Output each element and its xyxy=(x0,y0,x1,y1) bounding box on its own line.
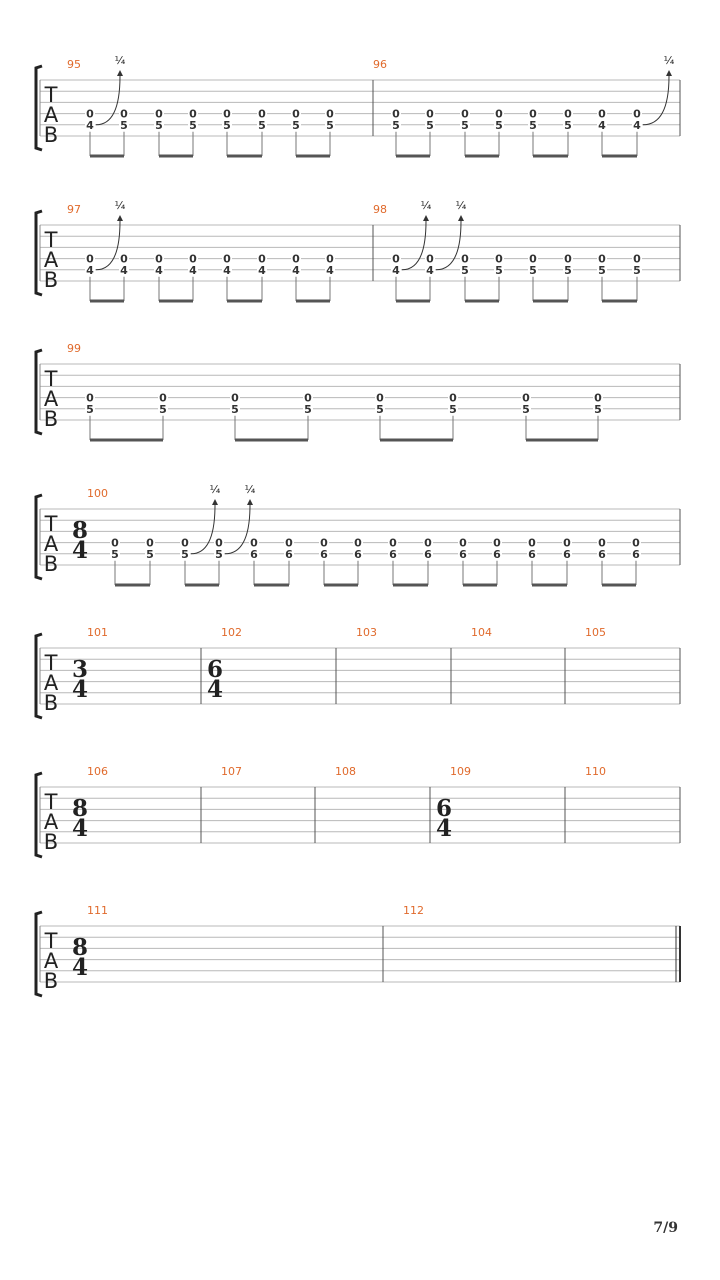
tab-clef-letter: A xyxy=(43,103,59,127)
fret-number: 0 xyxy=(155,252,163,266)
bend-arrowhead xyxy=(212,499,218,505)
fret-number: 5 xyxy=(231,402,239,416)
measure-number: 106 xyxy=(87,765,108,778)
bend-arrowhead xyxy=(423,215,429,221)
fret-number: 0 xyxy=(231,391,239,405)
system-bracket xyxy=(36,912,42,996)
fret-number: 0 xyxy=(426,107,434,121)
bend-arrowhead xyxy=(117,70,123,76)
fret-number: 0 xyxy=(223,252,231,266)
fret-number: 6 xyxy=(493,547,501,561)
fret-number: 5 xyxy=(86,402,94,416)
fret-number: 0 xyxy=(529,107,537,121)
fret-number: 0 xyxy=(189,107,197,121)
system-bracket xyxy=(36,350,42,434)
fret-number: 0 xyxy=(250,536,258,550)
bend-amount-label: ¼ xyxy=(114,199,126,212)
system-bracket xyxy=(36,773,42,857)
bend-arrowhead xyxy=(458,215,464,221)
tab-clef-letter: T xyxy=(44,83,58,107)
fret-number: 5 xyxy=(564,118,572,132)
fret-number: 0 xyxy=(354,536,362,550)
time-signature-top: 8 xyxy=(71,517,89,544)
fret-number: 0 xyxy=(155,107,163,121)
fret-number: 5 xyxy=(594,402,602,416)
fret-number: 0 xyxy=(223,107,231,121)
measure-number: 103 xyxy=(356,626,377,639)
measure-number: 108 xyxy=(335,765,356,778)
bend-amount-label: ¼ xyxy=(209,483,221,496)
time-signature-bottom: 4 xyxy=(71,676,89,703)
fret-number: 4 xyxy=(292,263,300,277)
fret-number: 0 xyxy=(528,536,536,550)
fret-number: 5 xyxy=(304,402,312,416)
fret-number: 0 xyxy=(326,107,334,121)
fret-number: 5 xyxy=(495,118,503,132)
fret-number: 0 xyxy=(424,536,432,550)
tab-clef-letter: T xyxy=(44,228,58,252)
bend-arrowhead xyxy=(666,70,672,76)
fret-number: 0 xyxy=(461,107,469,121)
bend-curve xyxy=(225,505,250,554)
fret-number: 5 xyxy=(326,118,334,132)
fret-number: 5 xyxy=(189,118,197,132)
measure-number: 99 xyxy=(67,342,81,355)
fret-number: 6 xyxy=(598,547,606,561)
fret-number: 0 xyxy=(292,107,300,121)
fret-number: 0 xyxy=(159,391,167,405)
fret-number: 4 xyxy=(223,263,231,277)
time-signature-bottom: 4 xyxy=(71,537,89,564)
fret-number: 0 xyxy=(598,252,606,266)
fret-number: 0 xyxy=(285,536,293,550)
fret-number: 5 xyxy=(564,263,572,277)
time-signature-top: 6 xyxy=(435,795,453,822)
bend-curve xyxy=(436,221,461,270)
time-signature-bottom: 4 xyxy=(71,815,89,842)
fret-number: 5 xyxy=(392,118,400,132)
fret-number: 4 xyxy=(326,263,334,277)
fret-number: 5 xyxy=(529,263,537,277)
fret-number: 4 xyxy=(155,263,163,277)
fret-number: 0 xyxy=(461,252,469,266)
fret-number: 6 xyxy=(354,547,362,561)
fret-number: 0 xyxy=(120,252,128,266)
fret-number: 0 xyxy=(389,536,397,550)
measure-number: 97 xyxy=(67,203,81,216)
fret-number: 0 xyxy=(258,252,266,266)
bend-amount-label: ¼ xyxy=(663,54,675,67)
fret-number: 6 xyxy=(250,547,258,561)
bend-amount-label: ¼ xyxy=(455,199,467,212)
bend-arrowhead xyxy=(117,215,123,221)
fret-number: 0 xyxy=(189,252,197,266)
fret-number: 5 xyxy=(376,402,384,416)
fret-number: 0 xyxy=(495,107,503,121)
fret-number: 0 xyxy=(111,536,119,550)
fret-number: 0 xyxy=(86,391,94,405)
fret-number: 0 xyxy=(215,536,223,550)
fret-number: 5 xyxy=(292,118,300,132)
bend-amount-label: ¼ xyxy=(420,199,432,212)
measure-number: 105 xyxy=(585,626,606,639)
measure-number: 101 xyxy=(87,626,108,639)
fret-number: 5 xyxy=(461,263,469,277)
tab-clef-letter: T xyxy=(44,651,58,675)
measure-number: 104 xyxy=(471,626,492,639)
fret-number: 0 xyxy=(258,107,266,121)
fret-number: 0 xyxy=(493,536,501,550)
fret-number: 5 xyxy=(146,547,154,561)
fret-number: 0 xyxy=(594,391,602,405)
fret-number: 0 xyxy=(304,391,312,405)
fret-number: 6 xyxy=(632,547,640,561)
time-signature-bottom: 4 xyxy=(435,815,453,842)
measure-number: 96 xyxy=(373,58,387,71)
fret-number: 4 xyxy=(633,118,641,132)
fret-number: 0 xyxy=(632,536,640,550)
fret-number: 0 xyxy=(292,252,300,266)
bend-curve xyxy=(191,505,215,554)
tab-clef-letter: A xyxy=(43,532,59,556)
fret-number: 0 xyxy=(146,536,154,550)
fret-number: 5 xyxy=(598,263,606,277)
fret-number: 4 xyxy=(392,263,400,277)
fret-number: 0 xyxy=(529,252,537,266)
bend-curve xyxy=(402,221,426,270)
measure-number: 107 xyxy=(221,765,242,778)
fret-number: 0 xyxy=(392,107,400,121)
fret-number: 5 xyxy=(120,118,128,132)
measure-number: 100 xyxy=(87,487,108,500)
tab-clef-letter: T xyxy=(44,367,58,391)
fret-number: 5 xyxy=(522,402,530,416)
fret-number: 0 xyxy=(564,107,572,121)
tab-clef-letter: B xyxy=(43,552,59,576)
fret-number: 5 xyxy=(461,118,469,132)
fret-number: 6 xyxy=(285,547,293,561)
fret-number: 0 xyxy=(449,391,457,405)
time-signature-bottom: 4 xyxy=(71,954,89,981)
tab-clef-letter: B xyxy=(43,407,59,431)
bend-arrowhead xyxy=(247,499,253,505)
fret-number: 4 xyxy=(598,118,606,132)
system-bracket xyxy=(36,634,42,718)
tab-clef-letter: B xyxy=(43,691,59,715)
fret-number: 0 xyxy=(426,252,434,266)
fret-number: 5 xyxy=(495,263,503,277)
tab-clef-letter: T xyxy=(44,929,58,953)
fret-number: 5 xyxy=(215,547,223,561)
fret-number: 0 xyxy=(495,252,503,266)
fret-number: 0 xyxy=(181,536,189,550)
bend-amount-label: ¼ xyxy=(244,483,256,496)
bend-curve xyxy=(96,76,120,125)
fret-number: 0 xyxy=(326,252,334,266)
bend-amount-label: ¼ xyxy=(114,54,126,67)
time-signature-bottom: 4 xyxy=(206,676,224,703)
fret-number: 6 xyxy=(563,547,571,561)
fret-number: 0 xyxy=(633,107,641,121)
tab-clef-letter: A xyxy=(43,387,59,411)
tab-clef-letter: B xyxy=(43,123,59,147)
fret-number: 5 xyxy=(426,118,434,132)
measure-number: 95 xyxy=(67,58,81,71)
fret-number: 5 xyxy=(159,402,167,416)
measure-number: 112 xyxy=(403,904,424,917)
tab-clef-letter: A xyxy=(43,248,59,272)
fret-number: 6 xyxy=(389,547,397,561)
time-signature-top: 8 xyxy=(71,795,89,822)
tab-clef-letter: A xyxy=(43,810,59,834)
fret-number: 4 xyxy=(120,263,128,277)
time-signature-top: 8 xyxy=(71,934,89,961)
tab-clef-letter: A xyxy=(43,949,59,973)
fret-number: 0 xyxy=(120,107,128,121)
fret-number: 4 xyxy=(86,263,94,277)
fret-number: 4 xyxy=(426,263,434,277)
fret-number: 0 xyxy=(86,107,94,121)
fret-number: 0 xyxy=(564,252,572,266)
tab-clef-letter: B xyxy=(43,969,59,993)
bend-curve xyxy=(643,76,669,125)
fret-number: 0 xyxy=(598,107,606,121)
tab-clef-letter: T xyxy=(44,512,58,536)
system-bracket xyxy=(36,66,42,150)
fret-number: 0 xyxy=(598,536,606,550)
fret-number: 0 xyxy=(86,252,94,266)
bend-curve xyxy=(96,221,120,270)
fret-number: 0 xyxy=(459,536,467,550)
fret-number: 6 xyxy=(528,547,536,561)
page-number: 7/9 xyxy=(653,1220,678,1236)
fret-number: 5 xyxy=(529,118,537,132)
fret-number: 0 xyxy=(633,252,641,266)
fret-number: 5 xyxy=(223,118,231,132)
system-bracket xyxy=(36,495,42,579)
system-bracket xyxy=(36,211,42,295)
measure-number: 109 xyxy=(450,765,471,778)
measure-number: 110 xyxy=(585,765,606,778)
tab-clef-letter: A xyxy=(43,671,59,695)
fret-number: 6 xyxy=(320,547,328,561)
time-signature-top: 6 xyxy=(206,656,224,683)
measure-number: 102 xyxy=(221,626,242,639)
fret-number: 5 xyxy=(181,547,189,561)
fret-number: 0 xyxy=(563,536,571,550)
fret-number: 0 xyxy=(376,391,384,405)
time-signature-top: 3 xyxy=(71,656,89,683)
fret-number: 5 xyxy=(258,118,266,132)
measure-number: 98 xyxy=(373,203,387,216)
fret-number: 5 xyxy=(449,402,457,416)
tab-clef-letter: B xyxy=(43,830,59,854)
fret-number: 5 xyxy=(155,118,163,132)
fret-number: 6 xyxy=(424,547,432,561)
fret-number: 0 xyxy=(522,391,530,405)
tab-clef-letter: T xyxy=(44,790,58,814)
fret-number: 5 xyxy=(111,547,119,561)
fret-number: 0 xyxy=(320,536,328,550)
tab-clef-letter: B xyxy=(43,268,59,292)
fret-number: 4 xyxy=(189,263,197,277)
fret-number: 0 xyxy=(392,252,400,266)
fret-number: 6 xyxy=(459,547,467,561)
measure-number: 111 xyxy=(87,904,108,917)
fret-number: 5 xyxy=(633,263,641,277)
fret-number: 4 xyxy=(258,263,266,277)
fret-number: 4 xyxy=(86,118,94,132)
